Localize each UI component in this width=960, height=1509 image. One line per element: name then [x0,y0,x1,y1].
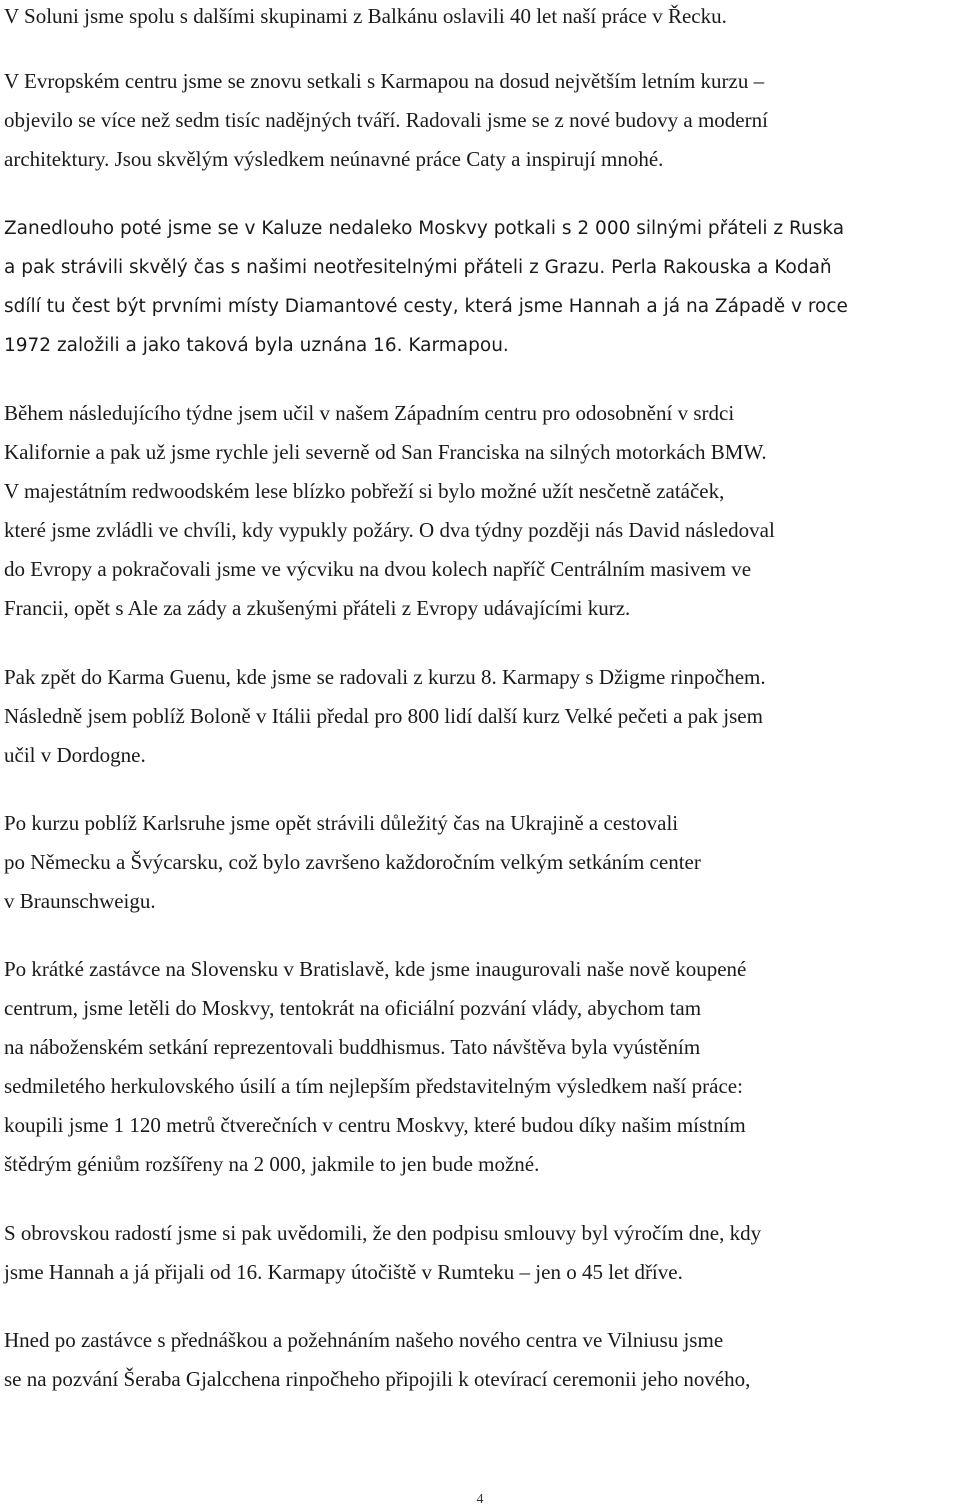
text-line: V Evropském centru jsme se znovu setkali s Karmapou na dosud největším letním kurzu – [4,69,765,93]
text-line: do Evropy a pokračovali jsme ve výcviku na dvou kolech napříč Centrálním masivem ve [4,557,752,581]
paragraph-8 [4,1214,956,1292]
paragraph-3 [4,209,956,365]
text-line: objevilo se více než sedm tisíc nadějných tváří. Radovali jsme se z nové budovy a moderní [4,108,768,132]
text-line: po Německu a Švýcarsku, což bylo završeno každoročním velkým setkáním center [4,850,701,874]
text-line: učil v Dordogne. [4,743,146,767]
paragraph-1 [4,0,956,36]
text-line: se na pozvání Šeraba Gjalcchena rinpočheho připojili k otevírací ceremonii jeho nového, [4,1367,751,1391]
text-line: Zanedlouho poté jsme se v Kaluze nedaleko Moskvy potkali s 2 000 silnými přáteli z Ruska [4,218,845,239]
paragraph-7 [4,950,956,1184]
paragraph-9 [4,1321,956,1399]
text-line: Hned po zastávce s přednáškou a požehnáním našeho nového centra ve Vilniusu jsme [4,1328,724,1352]
paragraph-5 [4,658,956,775]
text-line: centrum, jsme letěli do Moskvy, tentokrát na oficiální pozvání vlády, abychom tam [4,996,702,1020]
text-line: Po kurzu poblíž Karlsruhe jsme opět strávili důležitý čas na Ukrajině a cestovali [4,811,679,835]
text-line: V majestátním redwoodském lese blízko pobřeží si bylo možné užít nesčetně zatáček, [4,479,725,503]
text-line: 1972 založili a jako taková byla uznána 16. Karmapou. [4,335,509,356]
paragraph-2 [4,62,956,179]
text-line: a pak strávili skvělý čas s našimi neotřesitelnými přáteli z Grazu. Perla Rakouska a Kodaň [4,257,832,278]
text-line: koupili jsme 1 120 metrů čtverečních v centru Moskvy, které budou díky našim místním [4,1113,746,1137]
text-line: sdílí tu čest být prvními místy Diamantové cesty, která jsme Hannah a já na Západě v roce [4,296,848,317]
text-line: Během následujícího týdne jsem učil v našem Západním centru pro odosobnění v srdci [4,401,735,425]
page-number: 4 [476,1492,484,1507]
text-line: Následně jsem poblíž Boloně v Itálii předal pro 800 lidí další kurz Velké pečeti a pak jsem [4,704,763,728]
paragraph-4 [4,394,956,628]
text-line: na náboženském setkání reprezentovali buddhismus. Tato návštěva byla vyústěním [4,1035,701,1059]
text-line: Po krátké zastávce na Slovensku v Bratislavě, kde jsme inaugurovali naše nově koupené [4,957,747,981]
text-line: Francii, opět s Ale za zády a zkušenými přáteli z Evropy udávajícími kurz. [4,596,631,620]
text-line: Kalifornie a pak už jsme rychle jeli severně od San Franciska na silných motorkách BMW. [4,440,767,464]
paragraph-6 [4,804,956,921]
text-line: architektury. Jsou skvělým výsledkem neúnavné práce Caty a inspirují mnohé. [4,147,664,171]
text-line: sedmiletého herkulovského úsilí a tím nejlepším představitelným výsledkem naší práce: [4,1074,743,1098]
text-line: S obrovskou radostí jsme si pak uvědomili, že den podpisu smlouvy byl výročím dne, kdy [4,1221,762,1245]
text-line: Pak zpět do Karma Guenu, kde jsme se radovali z kurzu 8. Karmapy s Džigme rinpočhem. [4,665,766,689]
text-line: v Braunschweigu. [4,889,156,913]
text-line: V Soluni jsme spolu s dalšími skupinami z Balkánu oslavili 40 let naší práce v Řecku. [4,4,727,28]
text-line: štědrým géniům rozšířeny na 2 000, jakmile to jen bude možné. [4,1152,540,1176]
text-line: jsme Hannah a já přijali od 16. Karmapy útočiště v Rumteku – jen o 45 let dříve. [4,1260,683,1284]
text-line: které jsme zvládli ve chvíli, kdy vypukly požáry. O dva týdny později nás David následoval [4,518,775,542]
